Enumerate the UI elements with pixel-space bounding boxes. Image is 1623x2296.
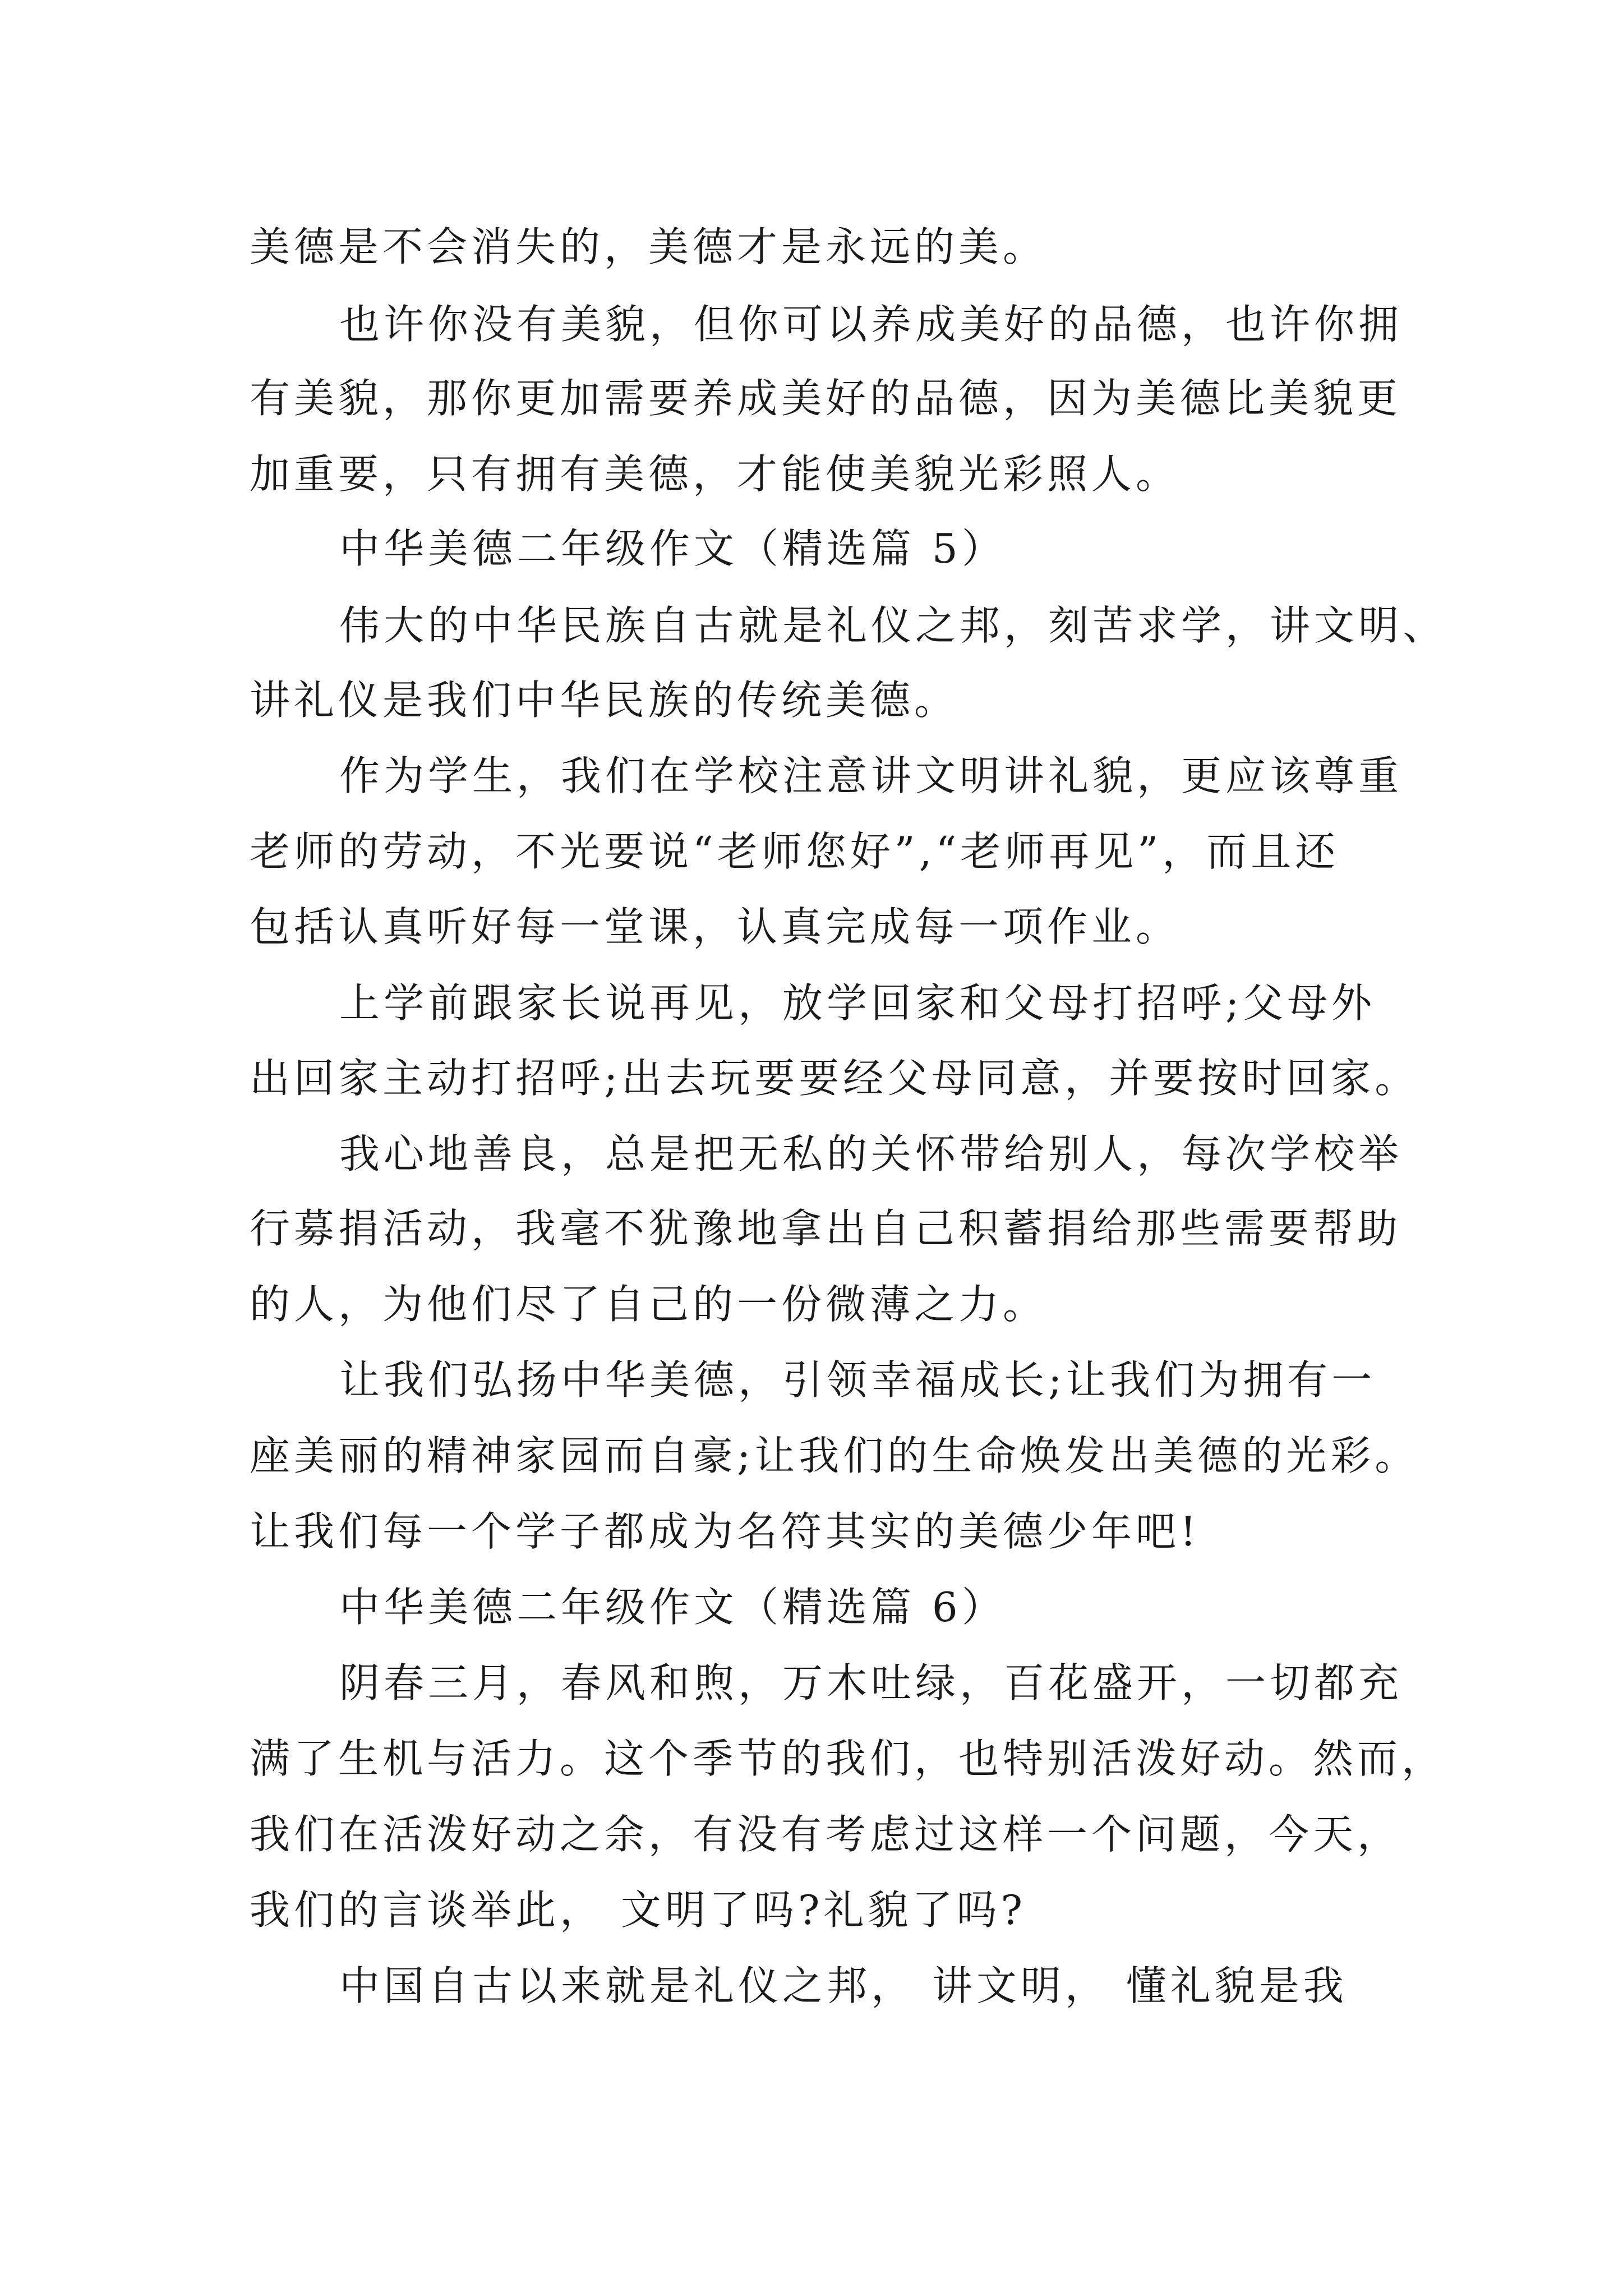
text-line: 行募捐活动，我毫不犹豫地拿出自己积蓄捐给那些需要帮助: [250, 1205, 1402, 1252]
paragraph-start-line: 也许你没有美貌，但你可以养成美好的品德，也许你拥: [339, 301, 1403, 348]
section-heading: 中华美德二年级作文（精选篇 6）: [339, 1584, 1006, 1631]
text-line: 我们的言谈举此， 文明了吗?礼貌了吗?: [250, 1887, 1027, 1934]
paragraph-start-line: 上学前跟家长说再见，放学回家和父母打招呼;父母外: [339, 979, 1376, 1027]
text-line: 加重要，只有拥有美德，才能使美貌光彩照人。: [250, 450, 1181, 498]
text-line: 满了生机与活力。这个季节的我们，也特别活泼好动。然而，: [250, 1735, 1446, 1782]
paragraph-start-line: 中国自古以来就是礼仪之邦， 讲文明， 懂礼貌是我: [339, 1962, 1348, 2009]
paragraph-start-line: 让我们弘扬中华美德，引领幸福成长;让我们为拥有一: [339, 1356, 1376, 1404]
text-line: 包括认真听好每一堂课，认真完成每一项作业。: [250, 903, 1181, 950]
paragraph-start-line: 伟大的中华民族自古就是礼仪之邦，刻苦求学，讲文明、: [339, 602, 1447, 649]
paragraph-start-line: 阴春三月，春风和煦，万木吐绿，百花盛开，一切都充: [339, 1659, 1403, 1706]
text-line: 美德是不会消失的，美德才是永远的美。: [250, 223, 1048, 270]
text-line: 我们在活泼好动之余，有没有考虑过这样一个问题，今天，: [250, 1811, 1402, 1858]
text-line: 座美丽的精神家园而自豪;让我们的生命焕发出美德的光彩。: [250, 1432, 1419, 1479]
text-line: 的人，为他们尽了自己的一份微薄之力。: [250, 1281, 1048, 1328]
text-line: 有美貌，那你更加需要养成美好的品德，因为美德比美貌更: [250, 375, 1402, 422]
text-line: 老师的劳动，不光要说“老师您好”,“老师再见”，而且还: [250, 828, 1340, 875]
text-line: 出回家主动打招呼;出去玩要要经父母同意，并要按时回家。: [250, 1055, 1419, 1102]
paragraph-start-line: 作为学生，我们在学校注意讲文明讲礼貌，更应该尊重: [339, 752, 1403, 799]
section-heading: 中华美德二年级作文（精选篇 5）: [339, 525, 1006, 572]
paragraph-start-line: 我心地善良，总是把无私的关怀带给别人，每次学校举: [339, 1130, 1403, 1177]
text-line: 讲礼仪是我们中华民族的传统美德。: [250, 677, 959, 724]
text-line: 让我们每一个学子都成为名符其实的美德少年吧!: [250, 1508, 1200, 1555]
